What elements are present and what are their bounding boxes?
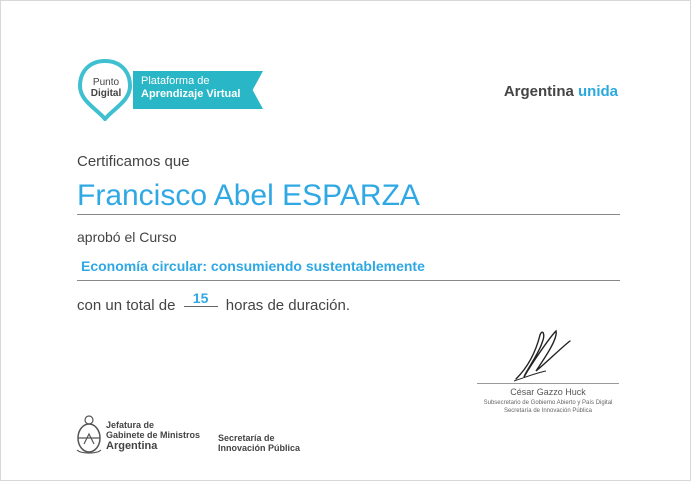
duration-hours: 15 <box>184 290 218 307</box>
signatory-office: Secretaría de Innovación Pública <box>503 408 593 414</box>
jefatura-line3: Argentina <box>106 440 158 452</box>
certifica-label: Certificamos que <box>77 153 190 170</box>
duration-row <box>77 290 351 314</box>
signatory-title: Subsecretario de Gobierno Abierto y País Digital <box>483 400 613 406</box>
secretaria-line1: Secretaría de <box>218 433 275 443</box>
signatory-name: César Gazzo Huck <box>510 387 586 397</box>
jefatura-line1: Jefatura de <box>106 420 155 430</box>
jefatura-line2: Gabinete de Ministros <box>106 430 201 440</box>
jefatura-logo <box>106 420 200 453</box>
brand-part1: Argentina <box>503 83 574 100</box>
pin-line2: Digital <box>90 88 122 99</box>
brand-part2: unida <box>578 83 618 100</box>
aprobo-label: aprobó el Curso <box>77 229 177 245</box>
duration-suffix: horas de duración. <box>225 297 351 314</box>
duration-prefix: con un total de <box>77 297 176 314</box>
coat-of-arms-icon <box>75 414 103 456</box>
secretaria-line2: Innovación Pública <box>218 443 301 453</box>
name-underline <box>77 214 620 215</box>
signature-scribble <box>506 327 582 383</box>
banner-line1: Plataforma de <box>141 75 210 87</box>
pin-line1: Punto <box>92 77 120 88</box>
course-underline <box>77 280 620 281</box>
banner-text <box>141 75 240 101</box>
course-title: Economía circular: consumiendo sustentablemente <box>81 258 425 274</box>
punto-digital-logo-text <box>85 77 127 99</box>
recipient-name: Francisco Abel ESPARZA <box>77 179 420 212</box>
argentina-unida-logo <box>504 83 618 100</box>
secretaria-logo <box>218 433 300 453</box>
banner-line2: Aprendizaje Virtual <box>141 88 241 100</box>
signature-line <box>477 383 619 384</box>
